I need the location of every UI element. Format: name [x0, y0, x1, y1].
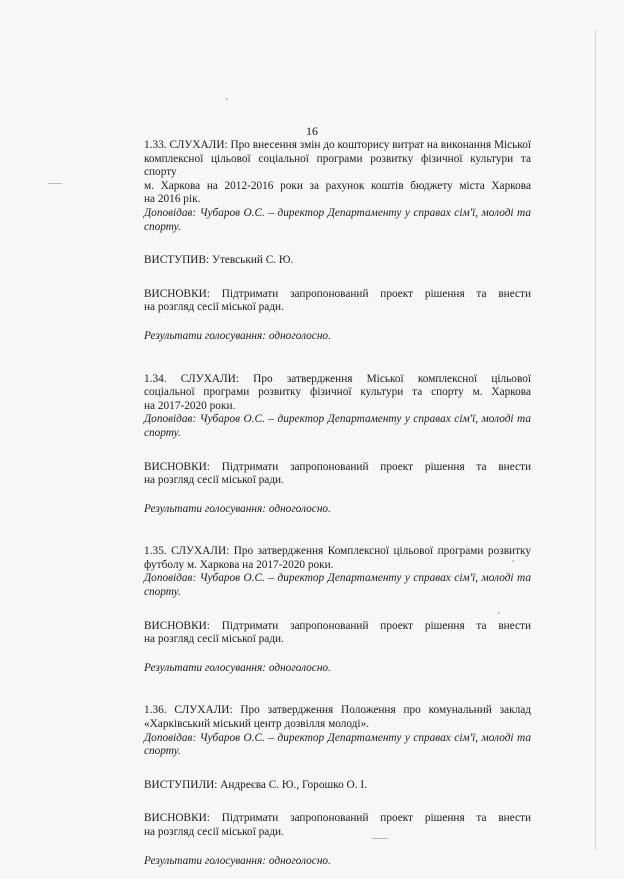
scan-speck [226, 98, 228, 100]
vote-result: Результати голосування: одноголосно. [144, 502, 331, 515]
reporter-line: Доповідав: Чубаров О.С. – директор Департаменту у справах сім'ї, молоді та [144, 731, 531, 744]
heard-line: на 2016 рік. [144, 193, 201, 206]
heard-line: 1.35. СЛУХАЛИ: Про затвердження Комплексної цільової програми розвитку [144, 545, 531, 558]
agenda-item-1-36 [144, 704, 531, 868]
heard-line: «Харківський міський центр дозвілля молоді». [144, 718, 370, 731]
page-number: 16 [306, 124, 318, 138]
conclusion-line: на розгляд сесії міської ради. [144, 301, 284, 314]
reporter-line: спорту. [144, 220, 181, 233]
reporter-line: Доповідав: Чубаров О.С. – директор Департаменту у справах сім'ї, молоді та [144, 413, 531, 426]
conclusion-line: на розгляд сесії міської ради. [144, 826, 284, 838]
heard-line: комплексної цільової соціальної програми розвитку фізичної культури та спорту [144, 152, 531, 179]
reporter-line: Доповідав: Чубаров О.С. – директор Департаменту у справах сім'ї, молоді та [144, 572, 531, 585]
conclusion-line: на розгляд сесії міської ради. [144, 633, 284, 646]
spoke-line: ВИСТУПИЛИ: Андреєва С. Ю., Горошко О. І. [144, 778, 367, 791]
scan-speck [498, 612, 500, 614]
minutes-content [144, 139, 531, 868]
conclusion-line: ВИСНОВКИ: Підтримати запропонований проект рішення та внести [144, 460, 531, 473]
heard-line: м. Харкова на 2012-2016 роки за рахунок коштів бюджету міста Харкова [144, 179, 531, 192]
reporter-line: спорту. [144, 745, 181, 758]
heard-line: футболу м. Харкова на 2017-2020 роки. [144, 558, 334, 571]
spoke-line: ВИСТУПИВ: Утевський С. Ю. [144, 254, 294, 267]
conclusion-line: ВИСНОВКИ: Підтримати запропонований проект рішення та внести [144, 287, 531, 300]
reporter-line: спорту. [144, 426, 181, 439]
heard-line: на 2017-2020 роки. [144, 399, 236, 412]
scan-speck [48, 183, 62, 184]
vote-result: Результати голосування: одноголосно. [144, 329, 331, 342]
reporter-line: Доповідав: Чубаров О.С. – директор Департаменту у справах сім'ї, молоді та [144, 206, 531, 219]
scan-edge-line [595, 30, 596, 850]
heard-line: 1.34. СЛУХАЛИ: Про затвердження Міської комплексної цільової [144, 372, 531, 385]
heard-line: 1.36. СЛУХАЛИ: Про затвердження Положення про комунальний заклад [144, 704, 531, 717]
conclusion-line: ВИСНОВКИ: Підтримати запропонований проект рішення та внести [144, 619, 531, 632]
scan-speck [512, 560, 514, 562]
heard-line: соціальної програми розвитку фізичної культури та спорту м. Харкова [144, 386, 531, 399]
heard-line: 1.33. СЛУХАЛИ: Про внесення змін до кошторису витрат на виконання Міської [144, 139, 531, 151]
vote-result: Результати голосування: одноголосно. [144, 661, 331, 674]
conclusion-line: на розгляд сесії міської ради. [144, 474, 284, 487]
scan-speck [372, 838, 388, 839]
agenda-item-1-33 [144, 139, 531, 344]
agenda-item-1-34 [144, 373, 531, 517]
conclusion-line: ВИСНОВКИ: Підтримати запропонований проект рішення та внести [144, 812, 531, 825]
agenda-item-1-35 [144, 545, 531, 675]
reporter-line: спорту. [144, 586, 181, 599]
vote-result: Результати голосування: одноголосно. [144, 854, 331, 867]
